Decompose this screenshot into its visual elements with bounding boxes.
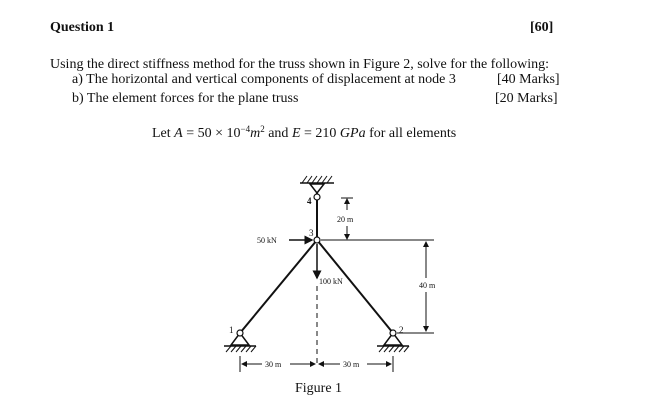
node-1 [237, 330, 243, 336]
horizontal-load-label: 50 kN [257, 236, 277, 245]
given-values: Let $A = 50 \times 10^{-4}m^2$ and E = 210 GPa for all elements [152, 124, 457, 141]
node-4 [314, 194, 320, 200]
dim-right-span-label: 30 m [343, 360, 360, 369]
dim-top-label: 20 m [337, 215, 354, 224]
member-3-1 [240, 240, 317, 333]
node-2 [390, 330, 396, 336]
member-3-2 [317, 240, 393, 333]
part-a-letter: a) [72, 72, 83, 87]
figure-caption: Figure 1 [295, 381, 343, 396]
part-b-marks: [20 Marks] [495, 91, 558, 106]
node-label-4: 4 [307, 196, 312, 206]
part-a-marks: [40 Marks] [497, 72, 560, 87]
question-total-marks: [60] [530, 20, 554, 35]
vertical-load-label: 100 kN [319, 277, 343, 286]
node-label-3: 3 [309, 228, 314, 238]
node-label-1: 1 [229, 325, 234, 335]
node-3 [314, 237, 320, 243]
part-a-text: The horizontal and vertical components of displacement at node 3 [86, 72, 456, 87]
question-intro: Using the direct stiffness method for the truss shown in Figure 2, solve for the following: [50, 57, 550, 72]
part-b-text: The element forces for the plane truss [86, 91, 299, 106]
support-node-4 [300, 176, 334, 193]
dim-left-span-label: 30 m [265, 360, 282, 369]
question-title: Question 1 [50, 20, 115, 35]
dim-height-label: 40 m [419, 281, 436, 290]
node-label-2: 2 [399, 325, 404, 335]
part-b-letter: b) [72, 91, 84, 106]
